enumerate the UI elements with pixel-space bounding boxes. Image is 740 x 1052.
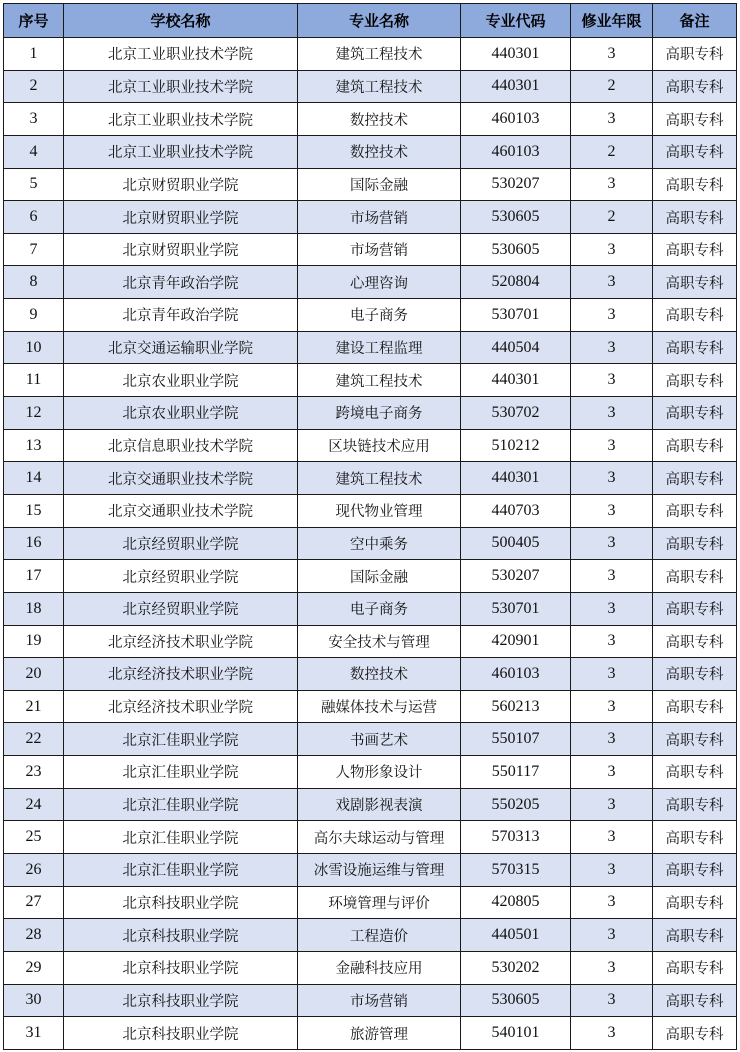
cell-remarks: 高职专科 (653, 951, 737, 984)
cell-major-code: 570313 (461, 821, 571, 854)
cell-index: 28 (4, 919, 64, 952)
cell-index: 26 (4, 854, 64, 887)
cell-school-name: 北京交通职业技术学院 (64, 494, 298, 527)
cell-remarks: 高职专科 (653, 494, 737, 527)
cell-study-years: 3 (571, 494, 653, 527)
cell-study-years: 3 (571, 364, 653, 397)
table-row (4, 854, 737, 887)
table-row (4, 494, 737, 527)
cell-major-code: 460103 (461, 103, 571, 136)
cell-remarks: 高职专科 (653, 886, 737, 919)
header-remarks: 备注 (653, 4, 737, 38)
cell-major-name: 电子商务 (298, 299, 461, 332)
table-row (4, 266, 737, 299)
header-study-years: 修业年限 (571, 4, 653, 38)
cell-remarks: 高职专科 (653, 984, 737, 1017)
table-row (4, 331, 737, 364)
cell-study-years: 3 (571, 103, 653, 136)
cell-remarks: 高职专科 (653, 690, 737, 723)
cell-major-code: 530702 (461, 397, 571, 430)
cell-major-code: 570315 (461, 854, 571, 887)
table-row (4, 397, 737, 430)
header-row (4, 4, 737, 38)
cell-remarks: 高职专科 (653, 658, 737, 691)
cell-major-name: 建设工程监理 (298, 331, 461, 364)
cell-remarks: 高职专科 (653, 364, 737, 397)
table-row (4, 168, 737, 201)
cell-major-code: 460103 (461, 135, 571, 168)
cell-study-years: 3 (571, 38, 653, 71)
cell-major-code: 530202 (461, 951, 571, 984)
cell-index: 6 (4, 201, 64, 234)
cell-school-name: 北京财贸职业学院 (64, 201, 298, 234)
table-row (4, 103, 737, 136)
cell-school-name: 北京汇佳职业学院 (64, 821, 298, 854)
cell-major-code: 550107 (461, 723, 571, 756)
cell-major-name: 市场营销 (298, 984, 461, 1017)
cell-major-name: 高尔夫球运动与管理 (298, 821, 461, 854)
table-row (4, 788, 737, 821)
cell-index: 16 (4, 527, 64, 560)
table-row (4, 233, 737, 266)
cell-remarks: 高职专科 (653, 527, 737, 560)
cell-study-years: 2 (571, 135, 653, 168)
cell-study-years: 2 (571, 70, 653, 103)
cell-major-code: 510212 (461, 429, 571, 462)
cell-index: 15 (4, 494, 64, 527)
cell-school-name: 北京经贸职业学院 (64, 592, 298, 625)
cell-study-years: 3 (571, 658, 653, 691)
cell-major-code: 440301 (461, 462, 571, 495)
cell-study-years: 3 (571, 723, 653, 756)
cell-major-name: 跨境电子商务 (298, 397, 461, 430)
table-row (4, 201, 737, 234)
cell-school-name: 北京工业职业技术学院 (64, 70, 298, 103)
cell-index: 7 (4, 233, 64, 266)
cell-major-code: 520804 (461, 266, 571, 299)
cell-major-name: 建筑工程技术 (298, 462, 461, 495)
cell-major-name: 国际金融 (298, 168, 461, 201)
cell-index: 2 (4, 70, 64, 103)
table-row (4, 462, 737, 495)
cell-major-name: 安全技术与管理 (298, 625, 461, 658)
cell-major-name: 市场营销 (298, 233, 461, 266)
cell-major-name: 人物形象设计 (298, 756, 461, 789)
table-row (4, 592, 737, 625)
table-row (4, 429, 737, 462)
cell-remarks: 高职专科 (653, 38, 737, 71)
cell-school-name: 北京科技职业学院 (64, 919, 298, 952)
cell-major-name: 金融科技应用 (298, 951, 461, 984)
cell-major-name: 书画艺术 (298, 723, 461, 756)
cell-school-name: 北京汇佳职业学院 (64, 788, 298, 821)
cell-major-name: 旅游管理 (298, 1017, 461, 1050)
cell-school-name: 北京财贸职业学院 (64, 233, 298, 266)
cell-major-name: 市场营销 (298, 201, 461, 234)
cell-school-name: 北京科技职业学院 (64, 886, 298, 919)
cell-study-years: 3 (571, 168, 653, 201)
cell-major-name: 建筑工程技术 (298, 364, 461, 397)
cell-school-name: 北京经济技术职业学院 (64, 690, 298, 723)
cell-school-name: 北京汇佳职业学院 (64, 854, 298, 887)
table-row (4, 364, 737, 397)
cell-index: 12 (4, 397, 64, 430)
cell-study-years: 3 (571, 266, 653, 299)
cell-school-name: 北京工业职业技术学院 (64, 38, 298, 71)
table-row (4, 756, 737, 789)
cell-major-code: 560213 (461, 690, 571, 723)
table-row (4, 886, 737, 919)
cell-school-name: 北京交通运输职业学院 (64, 331, 298, 364)
table-row (4, 1017, 737, 1050)
cell-major-name: 空中乘务 (298, 527, 461, 560)
cell-school-name: 北京工业职业技术学院 (64, 135, 298, 168)
cell-index: 17 (4, 560, 64, 593)
cell-index: 18 (4, 592, 64, 625)
table-row (4, 38, 737, 71)
cell-remarks: 高职专科 (653, 788, 737, 821)
cell-major-name: 工程造价 (298, 919, 461, 952)
cell-school-name: 北京经贸职业学院 (64, 527, 298, 560)
cell-index: 14 (4, 462, 64, 495)
cell-remarks: 高职专科 (653, 756, 737, 789)
table-row (4, 625, 737, 658)
cell-study-years: 3 (571, 299, 653, 332)
cell-school-name: 北京工业职业技术学院 (64, 103, 298, 136)
cell-index: 23 (4, 756, 64, 789)
cell-major-name: 数控技术 (298, 135, 461, 168)
cell-study-years: 3 (571, 951, 653, 984)
cell-major-name: 融媒体技术与运营 (298, 690, 461, 723)
cell-remarks: 高职专科 (653, 592, 737, 625)
header-school-name: 学校名称 (64, 4, 298, 38)
cell-index: 5 (4, 168, 64, 201)
cell-study-years: 3 (571, 756, 653, 789)
table-row (4, 135, 737, 168)
cell-index: 9 (4, 299, 64, 332)
cell-remarks: 高职专科 (653, 103, 737, 136)
cell-major-name: 环境管理与评价 (298, 886, 461, 919)
cell-remarks: 高职专科 (653, 821, 737, 854)
cell-major-code: 440301 (461, 364, 571, 397)
cell-major-name: 建筑工程技术 (298, 70, 461, 103)
cell-major-code: 440301 (461, 38, 571, 71)
cell-major-name: 戏剧影视表演 (298, 788, 461, 821)
cell-major-name: 现代物业管理 (298, 494, 461, 527)
cell-index: 21 (4, 690, 64, 723)
cell-school-name: 北京汇佳职业学院 (64, 756, 298, 789)
cell-study-years: 3 (571, 592, 653, 625)
table-row (4, 984, 737, 1017)
cell-major-code: 530207 (461, 560, 571, 593)
cell-study-years: 2 (571, 201, 653, 234)
cell-major-name: 数控技术 (298, 103, 461, 136)
cell-major-code: 530605 (461, 201, 571, 234)
cell-study-years: 3 (571, 690, 653, 723)
cell-remarks: 高职专科 (653, 397, 737, 430)
cell-major-name: 电子商务 (298, 592, 461, 625)
cell-study-years: 3 (571, 919, 653, 952)
cell-index: 3 (4, 103, 64, 136)
cell-remarks: 高职专科 (653, 625, 737, 658)
cell-study-years: 3 (571, 527, 653, 560)
cell-study-years: 3 (571, 331, 653, 364)
cell-remarks: 高职专科 (653, 1017, 737, 1050)
cell-study-years: 3 (571, 429, 653, 462)
header-major-name: 专业名称 (298, 4, 461, 38)
cell-school-name: 北京经贸职业学院 (64, 560, 298, 593)
table-row (4, 299, 737, 332)
cell-study-years: 3 (571, 397, 653, 430)
cell-remarks: 高职专科 (653, 560, 737, 593)
table-row (4, 951, 737, 984)
cell-major-name: 区块链技术应用 (298, 429, 461, 462)
cell-index: 24 (4, 788, 64, 821)
cell-study-years: 3 (571, 1017, 653, 1050)
cell-index: 22 (4, 723, 64, 756)
cell-study-years: 3 (571, 788, 653, 821)
cell-study-years: 3 (571, 625, 653, 658)
cell-index: 27 (4, 886, 64, 919)
cell-major-code: 460103 (461, 658, 571, 691)
cell-major-code: 540101 (461, 1017, 571, 1050)
header-index: 序号 (4, 4, 64, 38)
table-row (4, 70, 737, 103)
cell-remarks: 高职专科 (653, 201, 737, 234)
cell-index: 29 (4, 951, 64, 984)
cell-school-name: 北京科技职业学院 (64, 984, 298, 1017)
cell-major-code: 420805 (461, 886, 571, 919)
table-row (4, 821, 737, 854)
cell-remarks: 高职专科 (653, 299, 737, 332)
cell-major-name: 国际金融 (298, 560, 461, 593)
cell-school-name: 北京经济技术职业学院 (64, 625, 298, 658)
cell-remarks: 高职专科 (653, 919, 737, 952)
cell-remarks: 高职专科 (653, 168, 737, 201)
cell-major-code: 440301 (461, 70, 571, 103)
cell-school-name: 北京信息职业技术学院 (64, 429, 298, 462)
cell-school-name: 北京青年政治学院 (64, 299, 298, 332)
cell-major-code: 530605 (461, 233, 571, 266)
cell-index: 4 (4, 135, 64, 168)
cell-index: 8 (4, 266, 64, 299)
cell-index: 10 (4, 331, 64, 364)
cell-study-years: 3 (571, 560, 653, 593)
cell-study-years: 3 (571, 821, 653, 854)
cell-school-name: 北京科技职业学院 (64, 1017, 298, 1050)
cell-major-code: 440504 (461, 331, 571, 364)
cell-major-code: 440501 (461, 919, 571, 952)
table-row (4, 527, 737, 560)
cell-major-code: 550117 (461, 756, 571, 789)
cell-school-name: 北京汇佳职业学院 (64, 723, 298, 756)
cell-study-years: 3 (571, 984, 653, 1017)
cell-remarks: 高职专科 (653, 331, 737, 364)
cell-major-code: 420901 (461, 625, 571, 658)
cell-remarks: 高职专科 (653, 233, 737, 266)
cell-index: 1 (4, 38, 64, 71)
cell-school-name: 北京财贸职业学院 (64, 168, 298, 201)
cell-school-name: 北京科技职业学院 (64, 951, 298, 984)
cell-remarks: 高职专科 (653, 462, 737, 495)
cell-major-code: 440703 (461, 494, 571, 527)
cell-major-name: 数控技术 (298, 658, 461, 691)
cell-major-code: 550205 (461, 788, 571, 821)
cell-study-years: 3 (571, 233, 653, 266)
cell-school-name: 北京农业职业学院 (64, 397, 298, 430)
cell-major-name: 心理咨询 (298, 266, 461, 299)
table-row (4, 560, 737, 593)
cell-study-years: 3 (571, 854, 653, 887)
table-row (4, 919, 737, 952)
cell-major-name: 建筑工程技术 (298, 38, 461, 71)
cell-index: 20 (4, 658, 64, 691)
table-row (4, 723, 737, 756)
cell-index: 19 (4, 625, 64, 658)
cell-remarks: 高职专科 (653, 723, 737, 756)
cell-index: 11 (4, 364, 64, 397)
table-body (4, 38, 737, 1050)
cell-study-years: 3 (571, 462, 653, 495)
cell-remarks: 高职专科 (653, 854, 737, 887)
table-row (4, 658, 737, 691)
majors-table (3, 3, 737, 1050)
cell-study-years: 3 (571, 886, 653, 919)
header-major-code: 专业代码 (461, 4, 571, 38)
cell-major-code: 530701 (461, 592, 571, 625)
cell-school-name: 北京经济技术职业学院 (64, 658, 298, 691)
cell-index: 25 (4, 821, 64, 854)
table-row (4, 690, 737, 723)
cell-remarks: 高职专科 (653, 429, 737, 462)
cell-major-code: 530605 (461, 984, 571, 1017)
cell-remarks: 高职专科 (653, 135, 737, 168)
cell-school-name: 北京农业职业学院 (64, 364, 298, 397)
cell-major-code: 530701 (461, 299, 571, 332)
cell-index: 13 (4, 429, 64, 462)
cell-index: 30 (4, 984, 64, 1017)
cell-remarks: 高职专科 (653, 266, 737, 299)
cell-remarks: 高职专科 (653, 70, 737, 103)
cell-major-name: 冰雪设施运维与管理 (298, 854, 461, 887)
cell-major-code: 500405 (461, 527, 571, 560)
cell-school-name: 北京青年政治学院 (64, 266, 298, 299)
cell-school-name: 北京交通职业技术学院 (64, 462, 298, 495)
cell-major-code: 530207 (461, 168, 571, 201)
cell-index: 31 (4, 1017, 64, 1050)
